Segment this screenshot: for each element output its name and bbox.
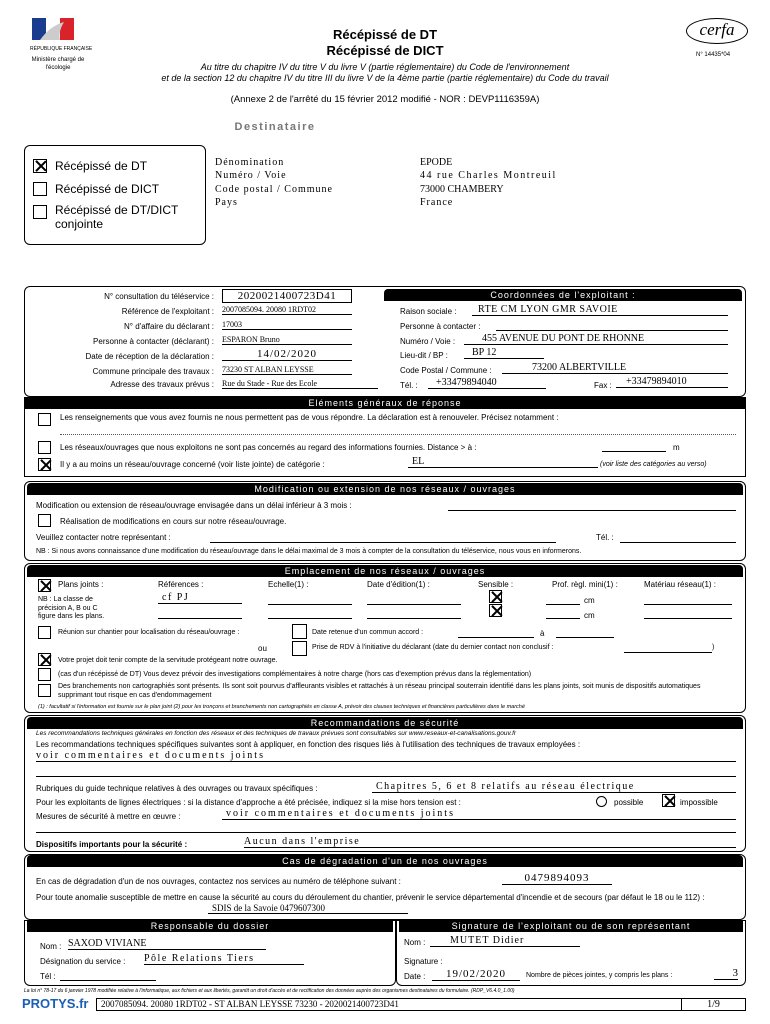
operator-label-fax: Fax :: [594, 381, 612, 390]
operator-label-contact: Personne à contacter :: [400, 322, 481, 331]
recipient-label-name: Dénomination: [215, 157, 285, 168]
checkbox-not-concerned[interactable]: [38, 441, 51, 454]
damage-phone-text: En cas de dégradation d'un de nos ouvrages, contactez nos services au numéro de téléphone suivant :: [36, 877, 401, 886]
option-recepisse-conjointe: Récépissé de DT/DICT conjointe: [55, 203, 179, 231]
consultation-label-address: Adresse des travaux prévus :: [110, 380, 214, 389]
guide-sections-text: Rubriques du guide technique relatives à des ouvrages ou travaux spécifiques :: [36, 784, 318, 793]
operator-ref-value[interactable]: 2007085094. 20080 1RDT02: [222, 305, 352, 315]
consultation-label-operator-ref: Référence de l'exploitant :: [121, 307, 214, 316]
contact-representative-text: Veuillez contacter notre représentant :: [36, 533, 171, 542]
republic-text: RÉPUBLIQUE FRANÇAISE: [30, 46, 93, 52]
renew-declaration-text: Les renseignements que vous avez fournis ne nous permettent pas de vous répondre. La déclaration est à renouveler. Précisez notamment :: [60, 413, 559, 422]
consultation-label-case-number: N° d'affaire du déclarant :: [124, 322, 214, 331]
consultation-label-reception-date: Date de réception de la déclaration :: [85, 352, 214, 361]
page-title-dict: Récépissé de DICT: [326, 43, 444, 58]
operator-heading: Coordonnées de l'exploitant :: [384, 289, 742, 301]
power-off-text: Pour les exploitants de lignes électriques : si la distance d'approche a été précisée, indiquez si la mise hors tension est :: [36, 798, 461, 807]
complementary-investigations-text: (cas d'un récépissé de DT) Vous devez prévoir des investigations complémentaires à notre charge (hors cas d'exemption prévus dans la réglementation): [58, 671, 532, 678]
col-sensitive: Sensible :: [478, 580, 514, 589]
checkbox-plans-attached[interactable]: [38, 579, 51, 592]
operator-contact-value[interactable]: [496, 319, 728, 331]
recipient-value-postcode: 73000 CHAMBERY: [420, 184, 504, 195]
safety-general-text: Les recommandations techniques générales en fonction des réseaux et des techniques de travaux prévues sont consultables sur www.reseaux-et-canalisations.gouv.fr: [36, 730, 517, 737]
modification-planned-input[interactable]: [448, 510, 736, 511]
modification-nb: NB : Si nous avons connaissance d'une modification du réseau/ouvrage dans le délai maximal de 3 mois à compter de la consultation du téléservice, nous vous en informerons.: [36, 548, 582, 555]
network-concerned-text: Il y a au moins un réseau/ouvrage concerné (voir liste jointe) de catégorie :: [60, 460, 325, 469]
signature-sign-label: Signature :: [404, 957, 443, 966]
consultation-label-number: N° consultation du téléservice :: [104, 292, 214, 301]
checkbox-recepisse-conjointe[interactable]: [33, 205, 47, 219]
representative-phone-label: Tél. :: [596, 533, 614, 542]
operator-phone-value[interactable]: +33479894040: [428, 377, 546, 389]
col-references: Références :: [158, 580, 204, 589]
reception-date-value[interactable]: 14/02/2020: [222, 348, 352, 361]
recipient-value-country: France: [420, 197, 454, 208]
recipient-label-country: Pays: [215, 197, 238, 208]
option-recepisse-dt: Récépissé de DT: [55, 159, 148, 173]
consultation-number-value[interactable]: 2020021400723D41: [222, 289, 352, 303]
power-off-impossible-label: impossible: [680, 798, 718, 807]
plan-reference-2[interactable]: [158, 618, 242, 619]
recipient-value-name: EPODE: [420, 157, 453, 168]
safety-measures-text: Mesures de sécurité à mettre en œuvre :: [36, 812, 181, 821]
checkbox-complementary-investigations[interactable]: [38, 668, 51, 681]
operator-label-postcode: Code Postal / Commune :: [400, 366, 492, 375]
checkbox-rdv-declarant[interactable]: [292, 641, 307, 656]
location-heading: Emplacement de nos réseaux / ouvrages: [27, 565, 743, 577]
plans-attached-label: Plans joints :: [58, 580, 104, 589]
safety-measures-value[interactable]: voir commentaires et documents joints: [222, 808, 736, 820]
servitude-text: Votre projet doit tenir compte de la servitude protégeant notre ouvrage.: [58, 657, 278, 664]
operator-label-street: Numéro / Voie :: [400, 337, 456, 346]
plan-reference-1[interactable]: cf PJ: [158, 592, 242, 604]
responsible-service-value[interactable]: Pôle Relations Tiers: [144, 953, 304, 965]
rdv-contact-input[interactable]: [624, 652, 712, 653]
guide-sections-value[interactable]: Chapitres 5, 6 et 8 relatifs au réseau électrique: [372, 781, 736, 793]
min-depth-unit-2: cm: [584, 611, 595, 620]
safety-devices-text: Dispositifs importants pour la sécurité :: [36, 840, 188, 849]
checkbox-agreed-date[interactable]: [292, 624, 307, 639]
responsible-phone-label: Tél :: [40, 972, 56, 981]
privacy-law-text: La loi n° 78-17 du 6 janvier 1978 modifiée relative à l'informatique, aux fichiers et aux libertés, garantit un droit d'accès et de rectification des données auprès des organismes destinataires du formulaire. (RDP_V6.4.0_1.00): [24, 988, 515, 994]
plan-scale-2[interactable]: [268, 618, 352, 619]
representative-phone-input[interactable]: [620, 542, 736, 543]
checkbox-recepisse-dict[interactable]: [33, 182, 47, 196]
page-title-dt: Récépissé de DT: [332, 27, 438, 42]
safety-measures-line-2[interactable]: [36, 832, 736, 833]
distance-unit: m: [673, 443, 680, 452]
signature-name-label: Nom :: [404, 938, 426, 947]
safety-specific-text: Les recommandations techniques spécifiques suivantes sont à appliquer, en fonction des risques liés à l'utilisation des techniques de travaux employées :: [36, 740, 581, 749]
address-value[interactable]: Rue du Stade - Rue des Ecole: [222, 379, 378, 389]
network-category-value[interactable]: EL: [408, 456, 598, 468]
footer-reference: 2007085094. 20080 1RDT02 - ST ALBAN LEYSSE 73230 - 2020021400723D41: [96, 998, 682, 1011]
representative-input[interactable]: [210, 542, 556, 543]
rdv-close-paren: ): [712, 644, 715, 651]
operator-company-value[interactable]: RTE CM LYON GMR SAVOIE: [472, 304, 728, 316]
consultation-label-commune: Commune principale des travaux :: [92, 367, 214, 376]
col-min-depth: Prof. règl. mini(1) :: [552, 580, 618, 589]
operator-label-bp: Lieu-dit / BP :: [400, 351, 448, 360]
min-depth-unit-1: cm: [584, 596, 595, 605]
emergency-value[interactable]: SDIS de la Savoie 0479607300: [208, 903, 408, 914]
operator-bp-value[interactable]: BP 12: [464, 347, 544, 359]
safety-heading: Recommandations de sécurité: [27, 717, 743, 729]
agreed-date-text: Date retenue d'un commun accord :: [312, 629, 424, 636]
checkbox-network-concerned[interactable]: [38, 458, 51, 471]
responsible-name-value[interactable]: SAXOD VIVIANE: [68, 938, 266, 950]
signature-date-label: Date :: [404, 972, 426, 981]
not-concerned-text: Les réseaux/ouvrages que nous exploitons ne sont pas concernés au regard des informations fournies. Distance > à :: [60, 443, 477, 452]
recipient-value-street: 44 rue Charles Montreuil: [420, 170, 557, 181]
plan-date-2[interactable]: [367, 618, 461, 619]
radio-power-off-possible[interactable]: [596, 796, 607, 807]
subtitle-1: Au titre du chapitre IV du titre V du livre V (partie réglementaire) du Code de l'environnement: [200, 62, 570, 72]
signature-name-value[interactable]: MUTET Didier: [430, 935, 580, 947]
responsible-phone-value[interactable]: [60, 980, 156, 981]
or-text: ou: [258, 644, 267, 653]
agreed-time-input[interactable]: [556, 637, 614, 638]
protys-logo: [22, 996, 88, 1011]
operator-label-phone: Tél. :: [400, 381, 418, 390]
checkbox-modifications-in-progress[interactable]: [38, 514, 51, 527]
safety-devices-value[interactable]: Aucun dans l'emprise: [244, 836, 736, 848]
cerfa-number: N° 14435*04: [696, 52, 731, 58]
material-2[interactable]: [644, 618, 732, 619]
ministry-text: Ministère chargé de l'écologie: [31, 57, 85, 71]
checkbox-sensitive-2[interactable]: [489, 604, 502, 617]
power-off-possible-label: possible: [614, 798, 644, 807]
protys-text: PROTYS.fr: [22, 996, 89, 1011]
cerfa-text: cerfa: [699, 20, 735, 39]
min-depth-1[interactable]: [546, 604, 580, 605]
location-footnote: (1) : facultatif si l'information est fournie sur le plan joint (2) pour les tronçons et branchements non cartographiés en classe A, prévoir des clauses techniques et financières particulières dans le marché: [38, 704, 525, 710]
damage-phone-value[interactable]: 0479894093: [502, 872, 612, 885]
consultation-label-contact: Personne à contacter (déclarant) :: [93, 337, 214, 346]
cerfa-logo: [686, 18, 748, 44]
modifications-in-progress-text: Réalisation de modifications en cours sur notre réseau/ouvrage.: [60, 517, 287, 526]
checkbox-unmapped-branches[interactable]: [38, 684, 51, 697]
distance-input[interactable]: [602, 451, 666, 452]
modification-planned-text: Modification ou extension de réseau/ouvrage envisagée dans un délai inférieur à 3 mois :: [36, 501, 352, 510]
attachments-count-value[interactable]: 3: [714, 967, 738, 980]
material-1[interactable]: [644, 604, 732, 605]
general-response-heading: Eléments généraux de réponse: [24, 397, 746, 409]
min-depth-2[interactable]: [546, 618, 580, 619]
recipient-label-street: Numéro / Voie: [215, 170, 287, 181]
plan-date-1[interactable]: [367, 604, 461, 605]
safety-specific-line-2[interactable]: [36, 776, 736, 777]
signature-date-value[interactable]: 19/02/2020: [432, 968, 520, 981]
emergency-text: Pour toute anomalie susceptible de mettre en cause la sécurité au cours du déroulement du chantier, prévenir le service départemental d'incendie et de secours (par défaut le 18 ou le 112) :: [36, 893, 705, 902]
damage-heading: Cas de dégradation d'un de nos ouvrages: [27, 855, 743, 867]
operator-fax-value[interactable]: +33479894010: [616, 376, 728, 388]
page-number: 1/9: [682, 998, 746, 1011]
contact-declarant-value[interactable]: ESPARON Bruno: [222, 335, 352, 345]
agreed-date-at: à: [540, 629, 545, 638]
safety-specific-value[interactable]: voir commentaires et documents joints: [36, 750, 736, 762]
annex-text: (Annexe 2 de l'arrêté du 15 février 2012 modifié - NOR : DEVP1116359A): [230, 94, 540, 105]
rdv-declarant-text: Prise de RDV à l'initiative du déclarant (date du dernier contact non conclusif :: [312, 644, 554, 651]
checkbox-site-meeting[interactable]: [38, 626, 51, 639]
col-scale: Echelle(1) :: [268, 580, 309, 589]
precision-class-note: NB : La classe de précision A, B ou C figure dans les plans.: [38, 596, 105, 620]
col-material: Matériau réseau(1) :: [644, 580, 717, 589]
case-number-value[interactable]: 17003: [222, 320, 352, 330]
responsible-name-label: Nom :: [40, 942, 62, 951]
col-edition-date: Date d'édition(1) :: [367, 580, 430, 589]
checkbox-sensitive-1[interactable]: [489, 590, 502, 603]
recipient-label-postcode: Code postal / Commune: [215, 184, 333, 195]
checkbox-renew-declaration[interactable]: [38, 413, 51, 426]
signature-heading: Signature de l'exploitant ou de son représentant: [399, 920, 743, 932]
agreed-date-input[interactable]: [458, 637, 534, 638]
operator-street-value[interactable]: 455 AVENUE DU PONT DE RHONNE: [464, 333, 728, 345]
radio-power-off-impossible[interactable]: [662, 794, 675, 807]
checkbox-servitude[interactable]: [38, 653, 51, 666]
operator-postcode-value[interactable]: 73200 ALBERTVILLE: [502, 362, 728, 374]
operator-label-company: Raison sociale :: [400, 307, 457, 316]
responsible-service-label: Désignation du service :: [40, 957, 126, 966]
category-list-note: (voir liste des catégories au verso): [600, 461, 707, 468]
checkbox-recepisse-dt[interactable]: [33, 159, 47, 173]
responsible-heading: Responsable du dossier: [27, 920, 393, 932]
option-recepisse-dict: Récépissé de DICT: [55, 182, 160, 196]
unmapped-branches-text: Des branchements non cartographiés sont présents. Ils sont soit pourvus d'affleurants visibles et rattachés à un réseau principal souterrain identifié dans les plans joints, soit munis de dispositifs automatiques supprimant tout risque en cas d'endommagement: [58, 683, 701, 699]
site-meeting-text: Réunion sur chantier pour localisation du réseau/ouvrage :: [58, 629, 240, 636]
attachments-count-label: Nombre de pièces jointes, y compris les plans :: [526, 972, 673, 979]
recipient-heading: Destinataire: [234, 121, 316, 133]
commune-value[interactable]: 73230 ST ALBAN LEYSSE: [222, 365, 352, 375]
renew-declaration-details-line[interactable]: [60, 434, 736, 435]
subtitle-2: et de la section 12 du chapitre IV du titre III du livre V de la 4ème partie (partie réglementaire) du Code du travail: [161, 73, 609, 83]
plan-scale-1[interactable]: [268, 604, 352, 605]
modification-heading: Modification ou extension de nos réseaux / ouvrages: [27, 483, 743, 495]
